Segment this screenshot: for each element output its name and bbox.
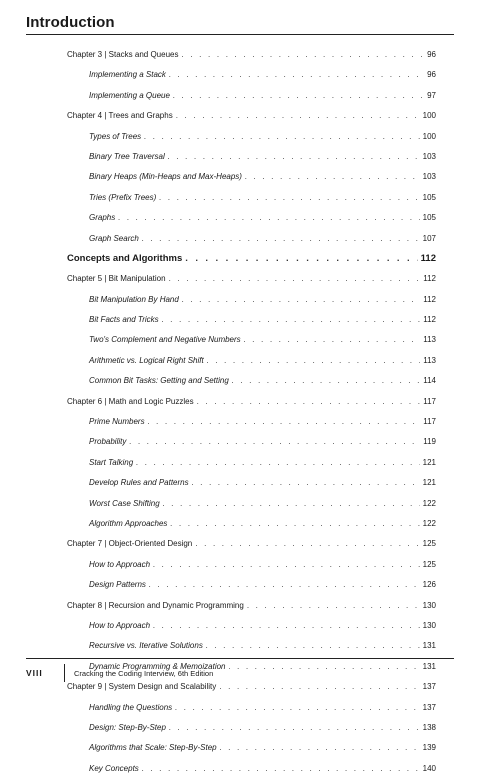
toc-chapter-entry[interactable] bbox=[67, 534, 436, 554]
toc-entry-label: Binary Heaps (Min-Heaps and Max-Heaps) bbox=[89, 172, 242, 182]
toc-entry-page: 130 bbox=[422, 620, 436, 630]
page-number: VIII bbox=[26, 668, 43, 678]
toc-entry-label: Develop Rules and Patterns bbox=[89, 478, 189, 488]
toc-entry-label: Chapter 5 | Bit Manipulation bbox=[67, 274, 166, 284]
toc-entry-page: 112 bbox=[423, 315, 436, 325]
toc-entry-page: 112 bbox=[423, 294, 436, 304]
toc-entry-page: 122 bbox=[422, 498, 436, 508]
toc-entry-label: Binary Tree Traversal bbox=[89, 151, 165, 161]
dot-leader bbox=[207, 351, 421, 371]
toc-entry-label: Probability bbox=[89, 437, 127, 447]
toc-chapter-entry[interactable] bbox=[67, 269, 436, 289]
dot-leader bbox=[175, 698, 419, 718]
toc-section-entry[interactable] bbox=[67, 636, 436, 656]
dot-leader bbox=[219, 677, 419, 697]
toc-entry-page: 131 bbox=[422, 661, 436, 671]
toc-section-entry[interactable] bbox=[67, 555, 436, 575]
toc-entry-label: Design: Step-By-Step bbox=[89, 722, 166, 732]
toc-entry-page: 112 bbox=[423, 274, 436, 284]
dot-leader bbox=[220, 738, 420, 758]
dot-leader bbox=[195, 534, 419, 554]
toc-entry-page: 121 bbox=[422, 457, 436, 467]
dot-leader bbox=[142, 229, 420, 249]
toc-entry-page: 140 bbox=[422, 763, 436, 773]
toc-entry-page: 139 bbox=[422, 743, 436, 753]
dot-leader bbox=[159, 188, 419, 208]
toc-entry-label: How to Approach bbox=[89, 620, 151, 630]
toc-entry-label: Algorithm Approaches bbox=[89, 518, 168, 528]
toc-entry-page: 131 bbox=[422, 641, 436, 651]
page-header bbox=[26, 14, 454, 31]
toc-section-entry[interactable] bbox=[67, 432, 436, 452]
dot-leader bbox=[232, 371, 420, 391]
dot-leader bbox=[181, 45, 424, 65]
toc-entry-label: Graphs bbox=[89, 213, 116, 223]
toc-entry-page: 130 bbox=[422, 600, 436, 610]
toc-section-entry[interactable] bbox=[67, 453, 436, 473]
toc-section-entry[interactable] bbox=[67, 494, 436, 514]
toc-entry-label: How to Approach bbox=[89, 559, 151, 569]
toc-entry-page: 112 bbox=[420, 252, 436, 264]
toc-entry-label: Chapter 9 | System Design and Scalability bbox=[67, 682, 217, 692]
toc-entry-label: Dynamic Programming & Memoization bbox=[89, 661, 226, 671]
dot-leader bbox=[162, 310, 421, 330]
toc-entry-page: 107 bbox=[422, 233, 436, 243]
toc-section-entry[interactable] bbox=[67, 229, 436, 249]
toc-entry-label: Chapter 6 | Math and Logic Puzzles bbox=[67, 396, 194, 406]
toc-entry-page: 103 bbox=[422, 172, 436, 182]
dot-leader bbox=[149, 575, 420, 595]
toc-entry-label: Start Talking bbox=[89, 457, 134, 467]
toc-section-entry[interactable] bbox=[67, 167, 436, 187]
toc-entry-label: Design Patterns bbox=[89, 580, 146, 590]
toc-section-entry[interactable] bbox=[67, 147, 436, 167]
toc-section-entry[interactable] bbox=[67, 330, 436, 350]
dot-leader bbox=[153, 616, 420, 636]
dot-leader bbox=[176, 106, 420, 126]
toc-chapter-entry[interactable] bbox=[67, 392, 436, 412]
toc-entry-page: 125 bbox=[422, 559, 436, 569]
toc-entry-label: Key Concepts bbox=[89, 763, 139, 773]
toc-entry-label: Common Bit Tasks: Getting and Setting bbox=[89, 376, 229, 386]
toc-section-entry[interactable] bbox=[67, 86, 436, 106]
dot-leader bbox=[153, 555, 420, 575]
toc-section-entry[interactable] bbox=[67, 310, 436, 330]
toc-entry-page: 103 bbox=[422, 151, 436, 161]
toc-entry-page: 138 bbox=[422, 722, 436, 732]
toc-entry-label: Recursive vs. Iterative Solutions bbox=[89, 641, 203, 651]
toc-entry-page: 137 bbox=[422, 702, 436, 712]
toc-entry-page: 100 bbox=[422, 131, 436, 141]
toc-entry-label: Chapter 4 | Trees and Graphs bbox=[67, 111, 173, 121]
toc-entry-page: 105 bbox=[422, 213, 436, 223]
dot-leader bbox=[142, 759, 420, 779]
dot-leader bbox=[136, 453, 419, 473]
toc-entry-page: 96 bbox=[427, 50, 436, 59]
dot-leader bbox=[244, 330, 421, 350]
toc-entry-label: Prime Numbers bbox=[89, 417, 145, 427]
page-title: Introduction bbox=[26, 14, 115, 31]
dot-leader bbox=[182, 290, 420, 310]
toc-entry-page: 125 bbox=[422, 539, 436, 549]
dot-leader bbox=[173, 86, 424, 106]
dot-leader bbox=[169, 65, 424, 85]
toc-entry-page: 121 bbox=[422, 478, 436, 488]
toc-entry-label: Two's Complement and Negative Numbers bbox=[89, 335, 241, 345]
toc-entry-label: Bit Facts and Tricks bbox=[89, 315, 159, 325]
toc-section-entry[interactable] bbox=[67, 412, 436, 432]
toc-entry-label: Bit Manipulation By Hand bbox=[89, 294, 179, 304]
dot-leader bbox=[206, 636, 420, 656]
dot-leader bbox=[247, 596, 420, 616]
toc-entry-label: Worst Case Shifting bbox=[89, 498, 160, 508]
toc-chapter-entry[interactable] bbox=[67, 106, 436, 126]
toc-entry-page: 126 bbox=[422, 580, 436, 590]
dot-leader bbox=[144, 127, 419, 147]
toc-entry-page: 137 bbox=[422, 682, 436, 692]
toc-section-entry[interactable] bbox=[67, 290, 436, 310]
toc-chapter-entry[interactable] bbox=[67, 45, 436, 65]
toc-entry-label: Chapter 7 | Object-Oriented Design bbox=[67, 539, 193, 549]
toc-section-entry[interactable] bbox=[67, 473, 436, 493]
toc-section-entry[interactable] bbox=[67, 65, 436, 85]
toc-section-entry[interactable] bbox=[67, 738, 436, 758]
toc-section-entry[interactable] bbox=[67, 208, 436, 228]
toc-entry-page: 114 bbox=[423, 376, 436, 386]
toc-entry-page: 97 bbox=[427, 90, 436, 100]
toc-entry-page: 117 bbox=[423, 396, 436, 406]
toc-entry-page: 96 bbox=[427, 70, 436, 80]
dot-leader bbox=[169, 269, 421, 289]
dot-leader bbox=[163, 494, 420, 514]
toc-entry-page: 113 bbox=[423, 335, 436, 345]
dot-leader bbox=[118, 208, 419, 228]
dot-leader bbox=[129, 432, 420, 452]
toc-entry-label: Handling the Questions bbox=[89, 702, 173, 712]
toc-entry-page: 105 bbox=[422, 192, 436, 202]
toc-entry-page: 113 bbox=[423, 355, 436, 365]
dot-leader bbox=[192, 473, 420, 493]
book-title: Cracking the Coding Interview, 6th Edition bbox=[74, 668, 214, 678]
toc-entry-label: Algorithms that Scale: Step-By-Step bbox=[89, 743, 217, 753]
toc-section-entry[interactable] bbox=[67, 127, 436, 147]
dot-leader bbox=[185, 249, 417, 269]
footer-separator bbox=[64, 664, 65, 682]
toc-part-heading[interactable] bbox=[67, 249, 436, 269]
toc-section-entry[interactable] bbox=[67, 718, 436, 738]
dot-leader bbox=[169, 718, 420, 738]
toc-section-entry[interactable] bbox=[67, 759, 436, 779]
toc-entry-label: Tries (Prefix Trees) bbox=[89, 192, 157, 202]
dot-leader bbox=[170, 514, 419, 534]
toc-entry-page: 122 bbox=[422, 518, 436, 528]
toc-section-entry[interactable] bbox=[67, 698, 436, 718]
dot-leader bbox=[148, 412, 421, 432]
dot-leader bbox=[197, 392, 421, 412]
toc-entry-label: Types of Trees bbox=[89, 131, 142, 141]
toc-entry-label: Arithmetic vs. Logical Right Shift bbox=[89, 355, 204, 365]
toc-entry-page: 119 bbox=[423, 437, 436, 447]
toc-entry-label: Chapter 8 | Recursion and Dynamic Programming bbox=[67, 600, 244, 610]
toc-entry-page: 117 bbox=[423, 417, 436, 427]
toc-section-entry[interactable] bbox=[67, 514, 436, 534]
toc-section-entry[interactable] bbox=[67, 371, 436, 391]
dot-leader bbox=[168, 147, 420, 167]
toc-entry-label: Implementing a Queue bbox=[89, 90, 170, 100]
toc-section-entry[interactable] bbox=[67, 351, 436, 371]
toc-entry-label: Implementing a Stack bbox=[89, 70, 166, 80]
toc-entry-page: 100 bbox=[422, 111, 436, 121]
toc-section-entry[interactable] bbox=[67, 188, 436, 208]
footer-divider bbox=[26, 658, 454, 659]
dot-leader bbox=[245, 167, 420, 187]
toc-entry-label: Concepts and Algorithms bbox=[67, 252, 183, 264]
toc-entry-label: Chapter 3 | Stacks and Queues bbox=[67, 50, 179, 59]
toc-entry-label: Graph Search bbox=[89, 233, 139, 243]
header-divider bbox=[26, 34, 454, 35]
page-footer bbox=[26, 662, 213, 684]
dot-leader bbox=[229, 657, 420, 677]
toc-section-entry[interactable] bbox=[67, 575, 436, 595]
toc-chapter-entry[interactable] bbox=[67, 596, 436, 616]
toc-section-entry[interactable] bbox=[67, 616, 436, 636]
